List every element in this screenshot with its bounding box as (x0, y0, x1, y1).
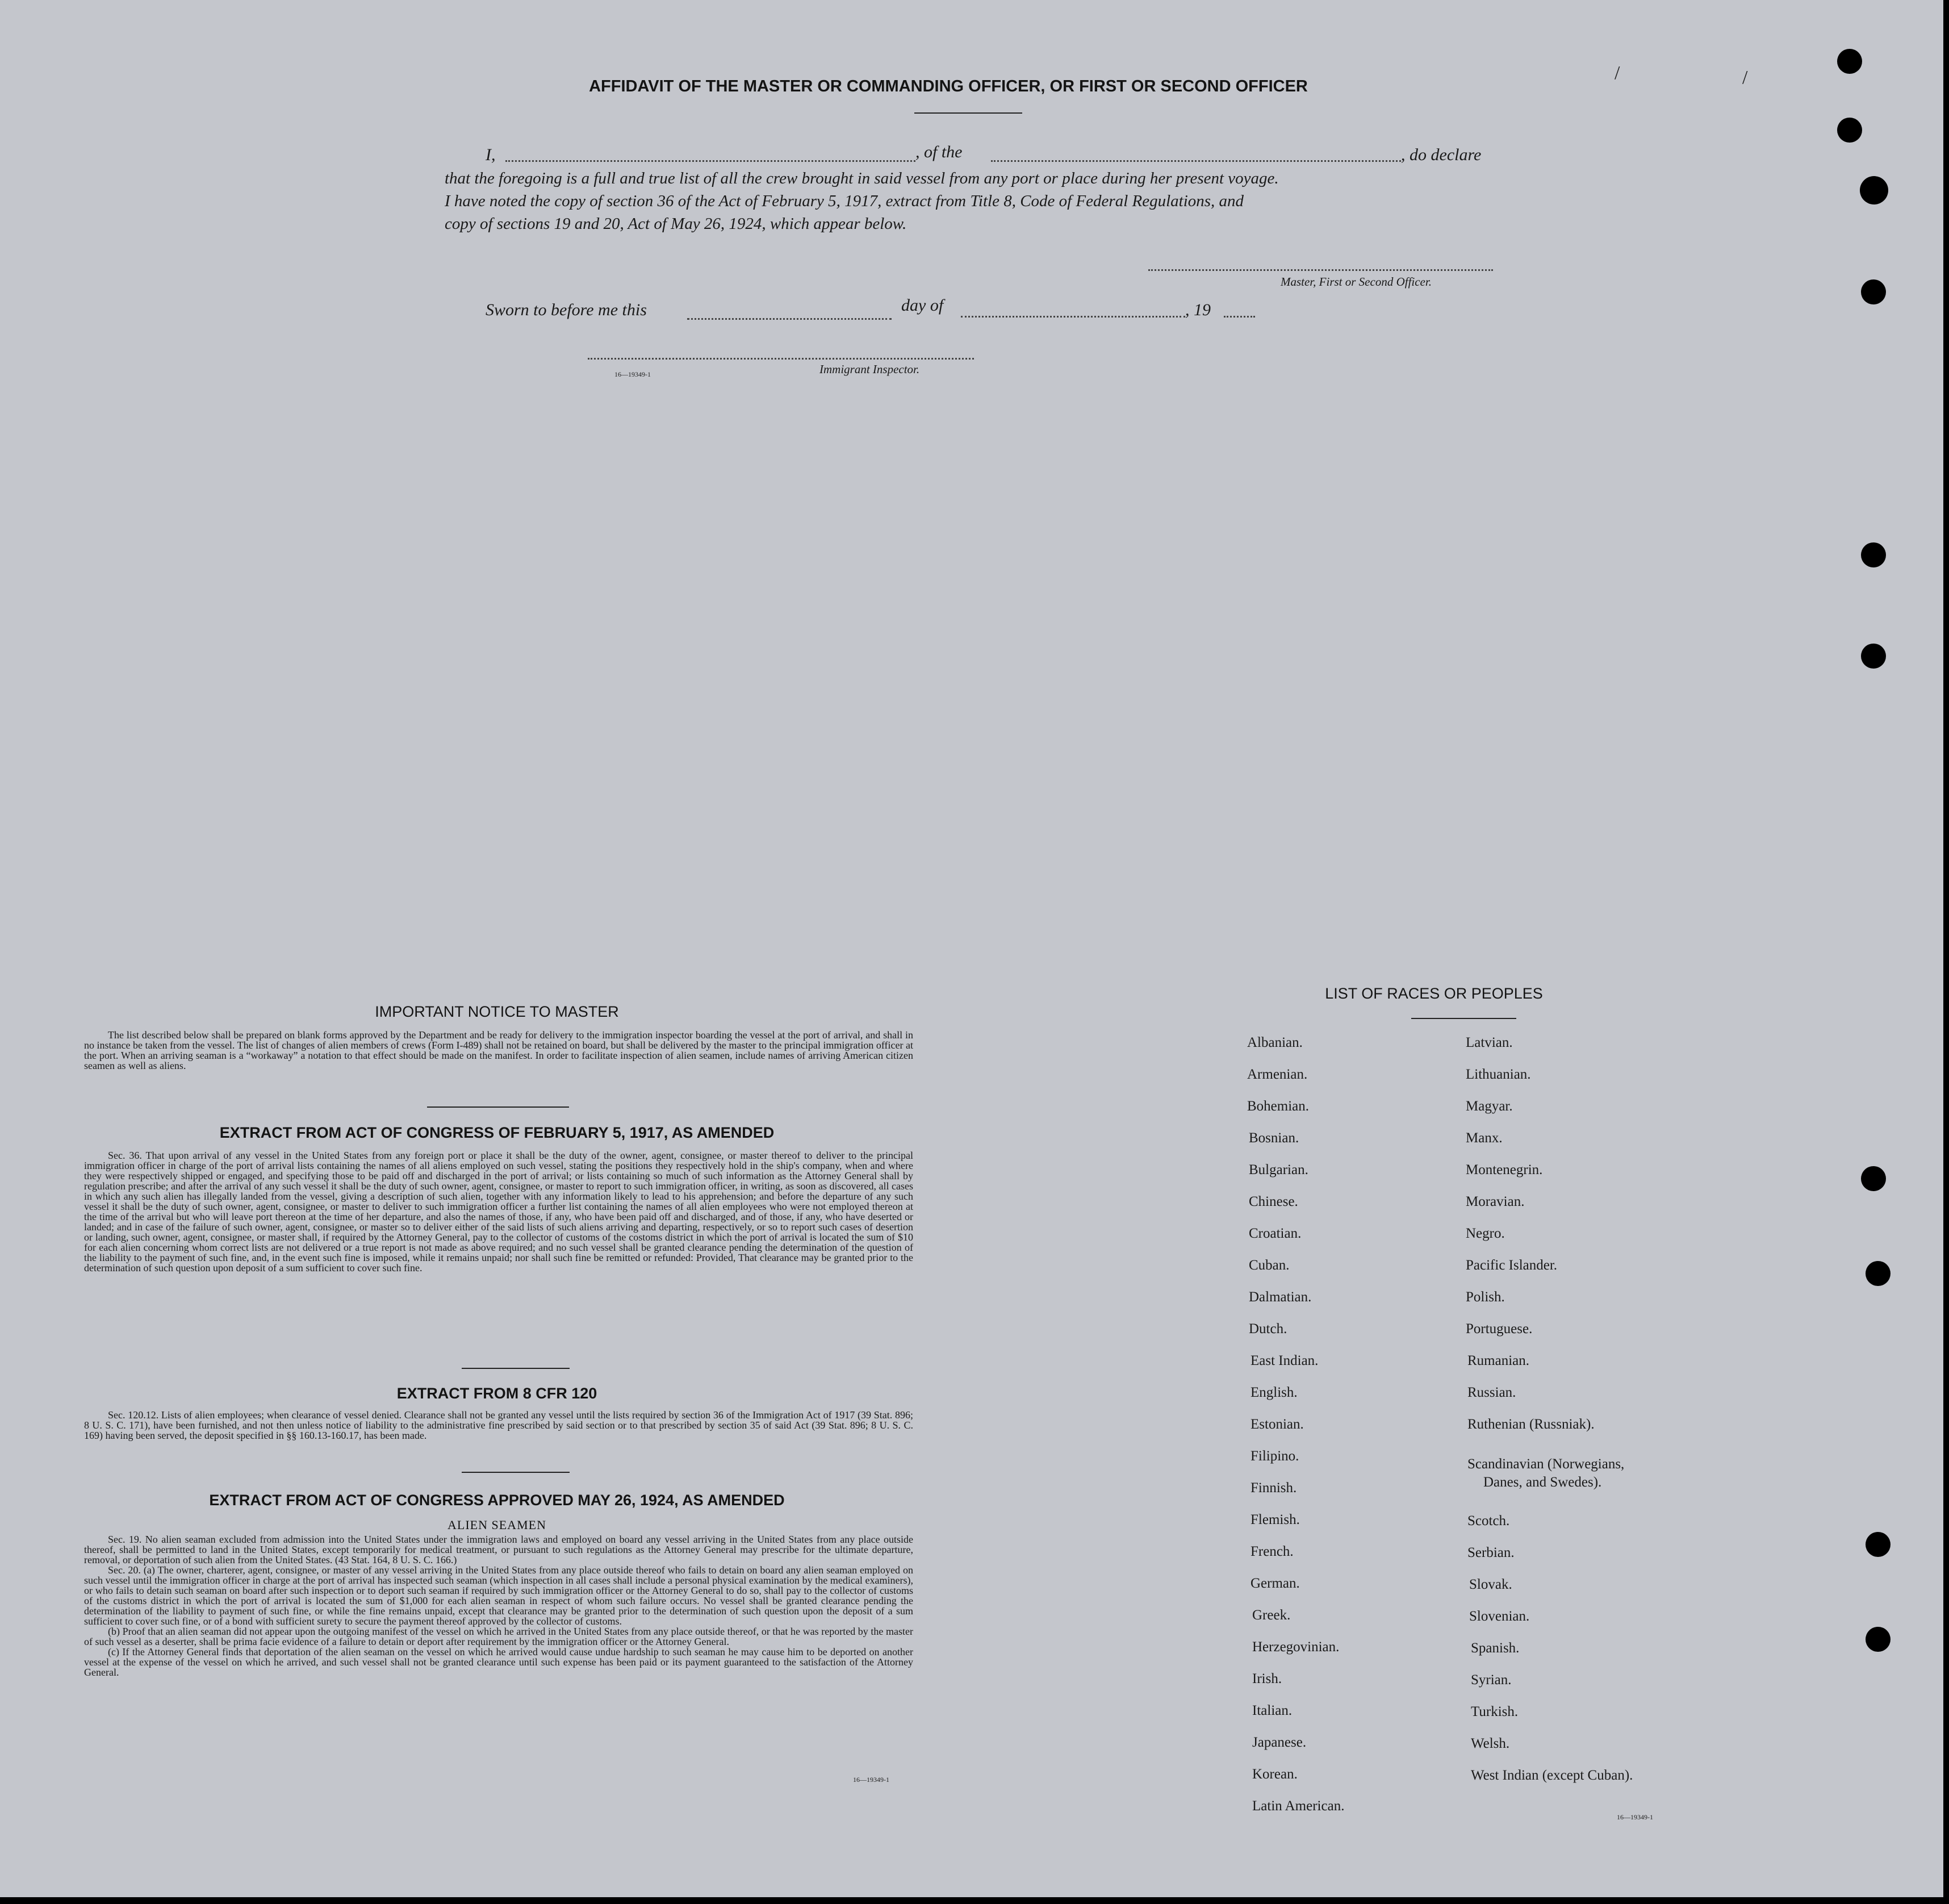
race-left-item: Latin American. (1252, 1798, 1345, 1814)
race-right-item: Magyar. (1466, 1099, 1513, 1114)
race-right-item: Montenegrin. (1466, 1162, 1543, 1178)
extract-1917-block (84, 1150, 913, 1273)
race-left-item: French. (1250, 1544, 1294, 1559)
race-right-item: Ruthenian (Russniak). (1467, 1417, 1595, 1432)
section-divider (427, 1107, 569, 1108)
extract-1924-sec20c: (c) If the Attorney General finds that deportation of the alien seaman on the vessel on which he arrived would cause undue hardship to such seaman he may cause him to be deported on another vessel at the expense of the vessel on which he arrived, and such vessel shall not be granted clearance until such expense has been paid or its payment guaranteed to the satisfaction of the Attorney General. (84, 1646, 913, 1678)
race-right-item: Spanish. (1471, 1640, 1520, 1656)
section-divider (462, 1472, 570, 1473)
races-form-number: 16—19349-1 (1617, 1813, 1653, 1821)
race-right-item: Portuguese. (1466, 1321, 1533, 1337)
notice-text-block (84, 1030, 913, 1071)
master-signature-label: Master, First or Second Officer. (1281, 275, 1432, 289)
race-left-item: Irish. (1252, 1671, 1282, 1686)
extract-1924-subtitle: ALIEN SEAMEN (447, 1518, 546, 1532)
race-left-item: Chinese. (1249, 1194, 1298, 1209)
race-right-item: Turkish. (1471, 1704, 1519, 1719)
race-left-item: Bosnian. (1249, 1130, 1299, 1146)
race-left-item: Croatian. (1249, 1226, 1302, 1241)
race-right-item: Latvian. (1466, 1035, 1513, 1050)
sworn-label: Sworn to before me this (486, 300, 647, 319)
race-left-item: Estonian. (1250, 1417, 1304, 1432)
race-right-item: Scotch. (1467, 1513, 1510, 1529)
title-underline (914, 112, 1022, 114)
sworn-day-blank (687, 318, 892, 320)
inspector-signature-line (588, 358, 974, 360)
race-left-item: Herzegovinian. (1252, 1639, 1340, 1655)
race-right-item: Rumanian. (1467, 1353, 1530, 1368)
race-left-item: German. (1250, 1576, 1300, 1591)
margin-mark: / (1615, 62, 1620, 83)
sworn-year-blank (1224, 316, 1255, 318)
race-left-item: Italian. (1252, 1703, 1293, 1718)
extract-cfr-block (84, 1410, 913, 1440)
declaration-do-declare-label: , do declare (1401, 145, 1482, 164)
declaration-line-3: I have noted the copy of section 36 of the Act of February 5, 1917, extract from Title 8, Code of Federal Regulations, and (445, 192, 1244, 210)
race-right-item: Welsh. (1471, 1736, 1510, 1751)
notice-text: The list described below shall be prepared on blank forms approved by the Department and be ready for delivery to the immigration inspector boarding the vessel at the port of arrival, and shall in no instance be taken from the vessel. The list of changes of alien members of crews (Form I-489) shall not be retained on board, but shall be delivered by the master to the principal immigration officer at the port. When an arriving seaman is a “workaway” a notation to that effect should be made on the manifest. In order to facilitate inspection of alien seamen, include names of arriving American citizen seamen as well as aliens. (84, 1029, 913, 1071)
declaration-of-the-label: , of the (915, 143, 963, 161)
race-right-item: Russian. (1467, 1385, 1516, 1400)
races-title: LIST OF RACES OR PEOPLES (1325, 985, 1543, 1002)
margin-mark: / (1742, 67, 1748, 88)
affidavit-title: AFFIDAVIT OF THE MASTER OR COMMANDING OFFICER, OR FIRST OR SECOND OFFICER (589, 77, 1308, 95)
race-right-item: Manx. (1466, 1130, 1503, 1146)
race-left-item: Bulgarian. (1249, 1162, 1308, 1178)
race-left-item: Albanian. (1247, 1035, 1303, 1050)
race-left-item: Filipino. (1250, 1448, 1299, 1464)
extract-1917-title: EXTRACT FROM ACT OF CONGRESS OF FEBRUARY 5, 1917, AS AMENDED (219, 1124, 775, 1141)
declaration-line-2: that the foregoing is a full and true list of all the crew brought in said vessel from any port or place during her present voyage. (445, 169, 1279, 187)
master-signature-line (1148, 269, 1493, 271)
name-blank (505, 160, 915, 162)
extract-cfr-title: EXTRACT FROM 8 CFR 120 (396, 1385, 597, 1402)
race-right-item: Syrian. (1471, 1672, 1512, 1688)
punch-hole (1861, 542, 1886, 567)
race-right-item: Negro. (1466, 1226, 1505, 1241)
race-left-item: Japanese. (1252, 1735, 1307, 1750)
race-left-item: Armenian. (1247, 1067, 1308, 1082)
race-left-item: Greek. (1252, 1607, 1291, 1623)
extract-1917-text: Sec. 36. That upon arrival of any vessel in the United States from any foreign port or place it shall be the duty of the owner, agent, consignee, or master thereof to deliver to the principal immigration officer in charge of the port of arrival lists containing the names of all aliens employed on such vessel, stating the positions they respectively hold in the ship's company, when and where they were respectively shipped or engaged, and specifying those to be paid off and discharged in the port of arrival; or lists containing so much of such information as the Attorney General shall by regulation prescribe; and after the arrival of any such vessel it shall be the duty of such owner, agent, consignee, or master to report to such immigration officer, in writing, as soon as discovered, all cases in which any such alien has illegally landed from the vessel, giving a description of such alien, together with any information likely to lead to his apprehension; and before the departure of any such vessel it shall be the duty of such owner, agent, consignee, or master to deliver to such immigration officer a further list containing the names of all alien employees who were not employed thereon at the time of the arrival but who will leave port thereon at the time of her departure, and also the names of those, if any, who have been paid off and discharged, and of those, if any, who have deserted or landed; and in case of the failure of such owner, agent, consignee, or master so to deliver either of the said lists of such aliens arriving and departing, respectively, or so to report such cases of desertion or landing, such owner, agent, consignee, or master shall, if required by the Attorney General, pay to the collector of customs of the costoms district in which the port of arrival is located the sum of $10 for each alien concerning whom correct lists are not delivered or a true report is not made as above required; and no such vessel shall be granted clearance pending the determination of the question of the liability to the payment of such fine, and, in the event such fine is imposed, while it remains unpaid; nor shall such fine be remitted or refunded: Provided, That clearance may be granted prior to the determination of such question upon deposit of a sum sufficient to cover such fine. (84, 1150, 913, 1273)
punch-hole (1861, 644, 1886, 669)
sworn-month-blank (961, 316, 1185, 318)
race-right-item: Pacific Islander. (1466, 1258, 1558, 1273)
extract-1924-title: EXTRACT FROM ACT OF CONGRESS APPROVED MAY 26, 1924, AS AMENDED (209, 1492, 785, 1509)
race-left-item: Bohemian. (1247, 1099, 1310, 1114)
race-left-item: Dutch. (1249, 1321, 1287, 1337)
punch-hole (1837, 118, 1862, 143)
race-left-item: Dalmatian. (1249, 1289, 1312, 1305)
punch-hole (1860, 176, 1888, 204)
inspector-label: Immigrant Inspector. (819, 362, 920, 376)
declaration-line-4: copy of sections 19 and 20, Act of May 26, 1924, which appear below. (445, 215, 907, 233)
races-title-underline (1411, 1018, 1516, 1019)
race-left-item: Flemish. (1250, 1512, 1300, 1527)
vessel-blank (991, 160, 1401, 162)
extract-cfr-text: Sec. 120.12. Lists of alien employees; when clearance of vessel denied. Clearance shall not be granted any vessel until the lists required by section 36 of the Immigration Act of 1917 (39 Stat. 896; 8 U. S. C. 171), have been furnished, and not then unless notice of liability to the administrative fine prescribed by said section or to that prescribed by section 35 of said Act (39 Stat. 896; 8 U. S. C. 169) having been served, the deposit specified in §§ 160.13-160.17, has been made. (84, 1409, 913, 1441)
race-left-item: Finnish. (1250, 1480, 1297, 1496)
race-left-item: Cuban. (1249, 1258, 1290, 1273)
punch-hole (1861, 1166, 1886, 1191)
race-left-item: East Indian. (1250, 1353, 1319, 1368)
section-divider (462, 1368, 570, 1369)
extract-form-number: 16—19349-1 (853, 1776, 889, 1784)
race-right-item: Lithuanian. (1466, 1067, 1531, 1082)
race-right-item: Scandinavian (Norwegians, (1467, 1456, 1625, 1472)
extract-1924-sec20a: Sec. 20. (a) The owner, charterer, agent, consignee, or master of any vessel arriving in the United States from any place outside thereof who fails to detain on board any alien seaman employed on such vessel until the immigration officer in charge at the port of arrival has inspected such seaman (which inspection in all cases shall include a personal physical examination by the medical examiners), or who fails to detain such seaman on board after such inspection or to deport such seaman if required by such immigration officer or the Attorney General to do so, shall pay to the collector of customs of the customs district in which the port of arrival is located the sum of $1,000 for each alien seaman in respect of whom such failure occurs. No vessel shall be granted clearance pending the determination of the liability to payment of such fine, or while the fine remains unpaid, except that clearance may be granted prior to the determination of such question upon the deposit of a sum sufficient to cover such fine, or of a bond with sufficient surety to secure the payment thereof approved by the collector of customs. (84, 1564, 913, 1627)
punch-hole (1837, 49, 1862, 74)
extract-1924-sec20b: (b) Proof that an alien seaman did not appear upon the outgoing manifest of the vessel on which he arrived in the United States from any place outside thereof, or that he was reported by the master of such vessel as a deserter, shall be prima facie evidence of a failure to detain or deport after requirement by the immigration officer or the Attorney General. (84, 1626, 913, 1647)
punch-hole (1861, 279, 1886, 304)
race-right-item: Polish. (1466, 1289, 1505, 1305)
day-of-label: day of (901, 296, 944, 315)
extract-1924-sec19: Sec. 19. No alien seaman excluded from admission into the United States under the immigration laws and employed on board any vessel arriving in the United States from any place outside thereof, shall be permitted to land in the United States, except temporarily for medical treatment, or pursuant to such regulations as the Attorney General may prescribe for the ultimate departure, removal, or deportation of such alien from the United States. (43 Stat. 164, 8 U. S. C. 166.) (84, 1534, 913, 1565)
race-right-item: Slovak. (1469, 1577, 1512, 1592)
race-right-item: West Indian (except Cuban). (1471, 1768, 1633, 1783)
declaration-i-label: I, (486, 145, 496, 164)
race-right-item: Danes, and Swedes). (1483, 1475, 1602, 1490)
affidavit-form-number: 16—19349-1 (614, 370, 651, 378)
year-label: , 19 (1185, 300, 1211, 319)
punch-hole (1866, 1532, 1891, 1557)
punch-hole (1866, 1261, 1891, 1286)
punch-hole (1866, 1627, 1891, 1652)
race-left-item: English. (1250, 1385, 1298, 1400)
race-right-item: Moravian. (1466, 1194, 1525, 1209)
race-right-item: Serbian. (1467, 1545, 1515, 1560)
race-right-item: Slovenian. (1469, 1609, 1530, 1624)
race-left-item: Korean. (1252, 1767, 1298, 1782)
extract-1924-block (84, 1534, 913, 1677)
notice-title: IMPORTANT NOTICE TO MASTER (375, 1003, 619, 1020)
